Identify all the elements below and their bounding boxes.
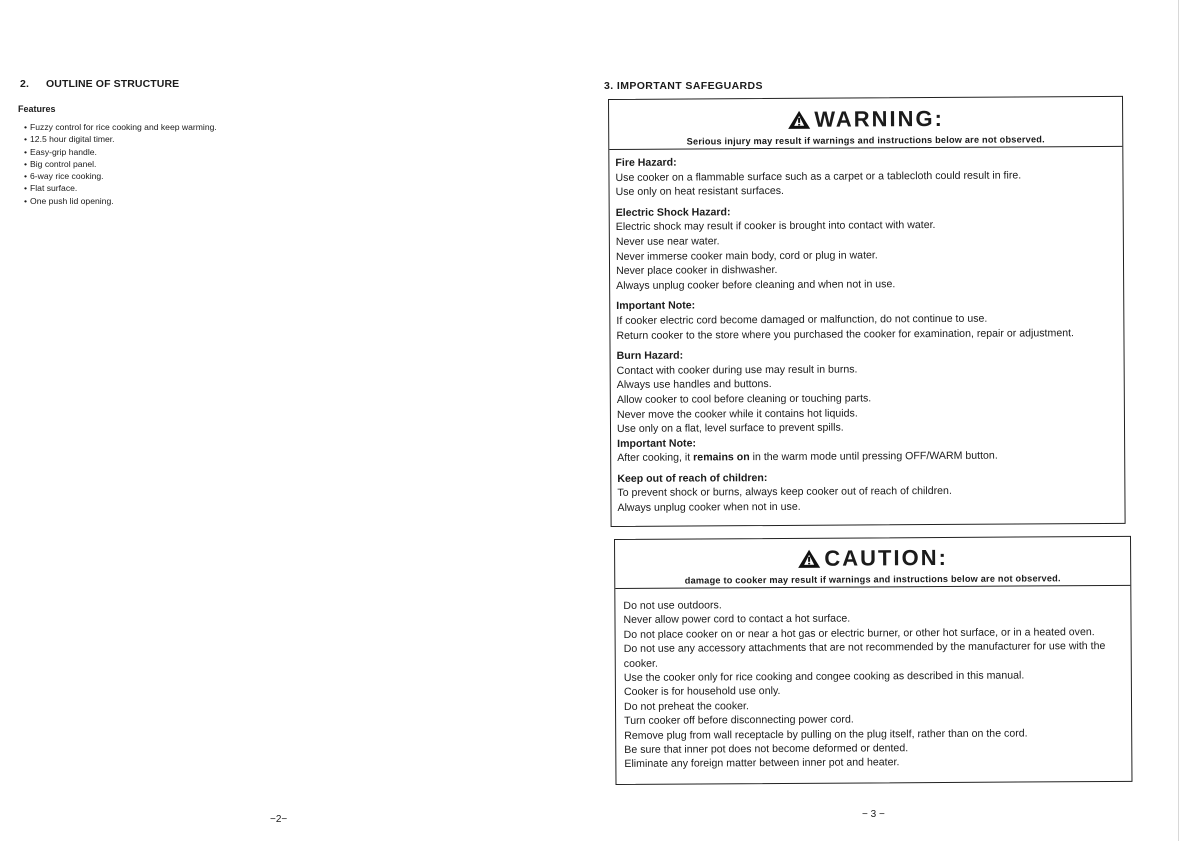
caution-line: Be sure that inner pot does not become deformed or dented. <box>624 742 909 757</box>
caution-subtitle: damage to cooker may result if warnings and instructions below are not observed. <box>684 573 1061 586</box>
body-line: Electric shock may result if cooker is brought into contact with water. <box>615 219 936 234</box>
caution-line: Use the cooker only for rice cooking and congee cooking as described in this manual. <box>623 669 1025 684</box>
feature-item: • 12.5 hour digital timer. <box>24 133 217 145</box>
feature-list <box>24 121 217 207</box>
caution-line: Turn cooker off before disconnecting power cord. <box>624 713 854 728</box>
children-section <box>617 469 1118 516</box>
caution-box <box>614 536 1132 785</box>
feature-item: • Easy-grip handle. <box>24 146 217 158</box>
warning-box <box>608 96 1126 527</box>
caution-title-row <box>615 537 1130 573</box>
feature-item: • 6-way rice cooking. <box>24 170 217 182</box>
caution-triangle-icon <box>797 549 821 569</box>
fire-hazard-title: Fire Hazard: <box>615 156 677 169</box>
important-note-section <box>616 296 1117 343</box>
caution-line: Eliminate any foreign matter between inner pot and heater. <box>624 756 900 771</box>
features-title: Features <box>18 104 56 114</box>
caution-line: Do not place cooker on or near a hot gas or electric burner, or other hot surface, or in a heated oven. <box>623 625 1095 641</box>
body-line <box>617 448 1118 466</box>
note-bold-text: remains on <box>693 451 750 464</box>
caution-title: CAUTION: <box>824 544 948 571</box>
caution-header <box>615 537 1130 589</box>
body-line: Contact with cooker during use may result in burns. <box>616 363 858 377</box>
warning-title-row <box>609 97 1122 134</box>
body-line: Use only on a flat, level surface to prevent spills. <box>616 421 844 436</box>
caution-line: Do not use outdoors. <box>623 599 722 612</box>
body-line: Never move the cooker while it contains hot liquids. <box>616 406 858 421</box>
feature-item: • Big control panel. <box>24 158 217 170</box>
warning-title: WARNING: <box>814 105 945 132</box>
body-line: If cooker electric cord become damaged or malfunction, do not continue to use. <box>616 312 988 327</box>
body-line: To prevent shock or burns, always keep cooker out of reach of children. <box>617 485 952 500</box>
note-text: in the warm mode until pressing OFF/WARM button. <box>749 449 998 464</box>
important-note-2-section <box>617 434 1118 466</box>
page-number-right: − 3 − <box>862 809 885 820</box>
feature-item: • One push lid opening. <box>24 195 217 207</box>
caution-line: Cooker is for household use only. <box>623 685 781 699</box>
warning-header <box>609 97 1122 150</box>
caution-body <box>615 586 1131 772</box>
page-edge-line <box>1178 0 1179 841</box>
page-number-left: −2− <box>270 814 288 825</box>
shock-hazard-section <box>616 203 1118 294</box>
section-title: OUTLINE OF STRUCTURE <box>46 78 180 90</box>
warning-body <box>609 147 1124 516</box>
body-line: Return cooker to the store where you purchased the cooker for examination, repair or adjustment. <box>616 326 1075 342</box>
caution-line: Do not preheat the cooker. <box>623 700 749 713</box>
burn-hazard-section <box>617 346 1119 437</box>
important-note-title: Important Note: <box>616 299 696 313</box>
shock-hazard-title: Electric Shock Hazard: <box>615 206 731 219</box>
caution-line: Do not use any accessory attachments that are not recommended by the manufacturer for use with the cooker. <box>623 640 1106 670</box>
body-line: Use cooker on a flammable surface such as a carpet or a tablecloth could result in fire. <box>615 169 1022 184</box>
important-note-title: Important Note: <box>617 437 696 450</box>
feature-item: • Flat surface. <box>24 182 217 194</box>
warning-triangle-icon <box>787 110 811 130</box>
body-line: Always unplug cooker before cleaning and when not in use. <box>616 277 896 292</box>
body-line: Never immerse cooker main body, cord or plug in water. <box>615 248 878 263</box>
body-line: Always unplug cooker when not in use. <box>617 500 801 515</box>
feature-item: • Fuzzy control for rice cooking and keep warming. <box>24 121 217 133</box>
burn-hazard-title: Burn Hazard: <box>616 349 684 363</box>
body-line: Use only on heat resistant surfaces. <box>615 185 785 199</box>
fire-hazard-section <box>615 153 1116 200</box>
note-text: After cooking, it <box>617 451 694 465</box>
caution-line: Never allow power cord to contact a hot surface. <box>623 612 851 627</box>
body-line: Always use handles and buttons. <box>616 378 772 392</box>
body-line: Never place cooker in dishwasher. <box>616 264 778 278</box>
outline-heading <box>20 78 179 90</box>
safeguards-heading: 3. IMPORTANT SAFEGUARDS <box>604 80 763 92</box>
body-line: Allow cooker to cool before cleaning or touching parts. <box>616 392 872 406</box>
section-number: 2. <box>20 78 29 90</box>
children-title: Keep out of reach of children: <box>617 471 768 485</box>
warning-subtitle: Serious injury may result if warnings and instructions below are not observed. <box>686 134 1045 147</box>
body-line: Never use near water. <box>615 235 720 248</box>
caution-line: Remove plug from wall receptacle by pulling on the plug itself, rather than on the cord. <box>624 727 1028 742</box>
